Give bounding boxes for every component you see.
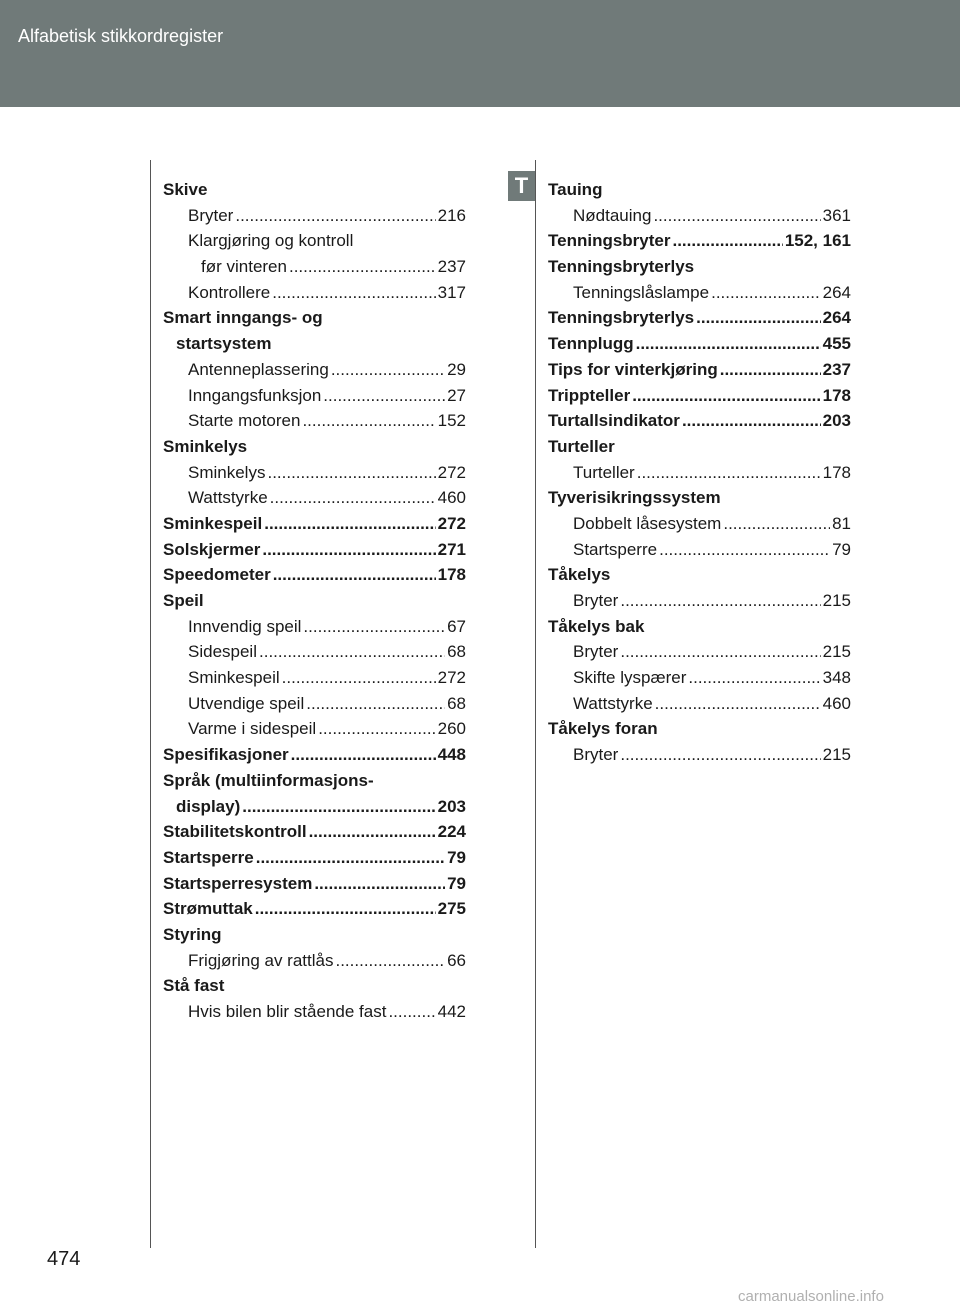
index-entry (548, 408, 851, 434)
entry-term: startsystem (176, 334, 272, 354)
dot-leader (306, 691, 445, 717)
entry-term: Sminkelys (163, 436, 248, 456)
entry-page-number: 237 (437, 257, 466, 277)
entry-term: Tenningsbryter (548, 231, 671, 251)
index-entry (163, 845, 466, 871)
entry-page-number: 215 (822, 642, 851, 662)
section-title: Alfabetisk stikkordregister (18, 26, 224, 46)
index-entry (163, 716, 466, 742)
dot-leader (655, 691, 821, 717)
entry-page-number: 460 (822, 693, 851, 713)
entry-term: Utvendige speil (188, 693, 305, 713)
entry-page-number: 27 (447, 385, 466, 405)
index-entry (163, 228, 466, 254)
entry-term: Starte motoren (188, 411, 301, 431)
dot-leader (682, 408, 821, 434)
dot-leader (289, 254, 436, 280)
entry-term: Klargjøring og kontroll (188, 231, 354, 251)
entry-term: Bryter (573, 642, 619, 662)
dot-leader (302, 408, 435, 434)
dot-leader (323, 383, 445, 409)
entry-term: Skifte lyspærer (573, 668, 687, 688)
entry-term: Dobbelt låsesystem (573, 513, 722, 533)
entry-term: Språk (multiinformasjons- (163, 770, 374, 790)
index-entry (163, 383, 466, 409)
entry-page-number: 178 (822, 385, 851, 405)
index-entry (548, 203, 851, 229)
index-entry (163, 768, 466, 794)
index-entry (548, 254, 851, 280)
entry-term: Tenningsbryterlys (548, 308, 695, 328)
entry-page-number: 264 (822, 308, 851, 328)
index-entry (548, 639, 851, 665)
dot-leader (255, 896, 436, 922)
index-entry (548, 716, 851, 742)
dot-leader (291, 742, 436, 768)
entry-term: Sminkespeil (163, 513, 263, 533)
index-entry (163, 614, 466, 640)
index-entry (163, 562, 466, 588)
dot-leader (711, 280, 821, 306)
entry-page-number: 272 (437, 668, 466, 688)
entry-page-number: 178 (437, 565, 466, 585)
dot-leader (720, 357, 821, 383)
entry-page-number: 260 (437, 719, 466, 739)
entry-page-number: 216 (437, 205, 466, 225)
entry-page-number: 317 (437, 282, 466, 302)
index-entry (548, 742, 851, 768)
index-entry (163, 408, 466, 434)
index-entry (548, 434, 851, 460)
index-entry (163, 305, 466, 331)
entry-page-number: 66 (447, 950, 466, 970)
index-entry (163, 537, 466, 563)
entry-term: Bryter (573, 745, 619, 765)
entry-page-number: 203 (437, 796, 466, 816)
watermark: carmanualsonline.info (738, 1288, 884, 1305)
dot-leader (632, 383, 820, 409)
index-entry (163, 742, 466, 768)
index-entry (548, 665, 851, 691)
index-entry (163, 973, 466, 999)
index-entry (548, 228, 851, 254)
index-entry (548, 383, 851, 409)
entry-page-number: 455 (822, 334, 851, 354)
entry-page-number: 361 (822, 205, 851, 225)
entry-page-number: 79 (832, 539, 851, 559)
dot-leader (259, 639, 445, 665)
entry-page-number: 348 (822, 668, 851, 688)
index-entry (163, 280, 466, 306)
dot-leader (723, 511, 830, 537)
dot-leader (314, 871, 445, 897)
entry-term: Antenneplassering (188, 359, 329, 379)
entry-page-number: 203 (822, 411, 851, 431)
dot-leader (335, 948, 445, 974)
entry-term: Speil (163, 591, 204, 610)
entry-page-number: 215 (822, 745, 851, 765)
index-entry (163, 794, 466, 820)
entry-term: Wattstyrke (188, 488, 268, 508)
entry-page-number: 272 (437, 513, 466, 533)
dot-leader (696, 305, 821, 331)
page-number: 474 (47, 1248, 81, 1270)
entry-page-number: 272 (437, 462, 466, 482)
entry-page-number: 29 (447, 359, 466, 379)
index-column-right (548, 177, 851, 768)
dot-leader (620, 639, 820, 665)
dot-leader (388, 999, 435, 1025)
index-entry (548, 691, 851, 717)
dot-leader (303, 614, 445, 640)
dot-leader (235, 203, 435, 229)
dot-leader (309, 819, 436, 845)
index-entry (548, 537, 851, 563)
entry-term: Trippteller (548, 385, 631, 405)
entry-term: Speedometer (163, 565, 271, 585)
entry-term: Startsperre (163, 847, 254, 867)
entry-page-number: 237 (822, 359, 851, 379)
entry-term: Styring (163, 924, 222, 944)
entry-page-number: 79 (447, 847, 466, 867)
index-entry (548, 460, 851, 486)
dot-leader (272, 280, 435, 306)
dot-leader (256, 845, 445, 871)
index-entry (548, 280, 851, 306)
left-column-rule (150, 160, 151, 1248)
index-entry (163, 948, 466, 974)
index-entry (163, 434, 466, 460)
entry-term: Sidespeil (188, 642, 257, 662)
entry-term: Stabilitetskontroll (163, 822, 307, 842)
dot-leader (282, 665, 436, 691)
index-entry (163, 896, 466, 922)
entry-term: Tyverisikringssystem (548, 488, 721, 508)
entry-term: Nødtauing (573, 205, 652, 225)
dot-leader (672, 228, 782, 254)
entry-term: Tips for vinterkjøring (548, 359, 718, 379)
index-entry (548, 588, 851, 614)
index-entry (548, 511, 851, 537)
entry-term: Tåkelys bak (548, 616, 645, 636)
index-column-left (163, 177, 466, 1025)
dot-leader (242, 794, 435, 820)
index-entry (163, 254, 466, 280)
entry-page-number: 275 (437, 899, 466, 919)
entry-page-number: 224 (437, 822, 466, 842)
dot-leader (620, 742, 820, 768)
entry-term: Sminkelys (188, 462, 266, 482)
index-entry (548, 485, 851, 511)
entry-term: Startsperre (573, 539, 658, 559)
index-entry (548, 614, 851, 640)
page-header (0, 0, 960, 107)
entry-term: før vinteren (201, 257, 287, 277)
index-entry (548, 177, 851, 203)
index-entry (548, 562, 851, 588)
entry-term: Turteller (548, 436, 615, 456)
entry-term: Tåkelys (548, 565, 611, 585)
entry-page-number: 442 (437, 1002, 466, 1021)
index-entry (163, 665, 466, 691)
dot-leader (637, 460, 821, 486)
index-entry (163, 999, 466, 1025)
entry-term: Wattstyrke (573, 693, 653, 713)
dot-leader (688, 665, 820, 691)
index-entry (163, 331, 466, 357)
entry-term: Tåkelys foran (548, 719, 658, 739)
entry-term: Tennplugg (548, 334, 634, 354)
entry-page-number: 264 (822, 282, 851, 302)
entry-term: Bryter (573, 591, 619, 610)
entry-page-number: 67 (447, 616, 466, 636)
index-entry (548, 331, 851, 357)
entry-term: Tauing (548, 180, 603, 199)
dot-leader (270, 485, 436, 511)
entry-term: Sminkespeil (188, 668, 280, 688)
entry-term: Varme i sidespeil (188, 719, 317, 739)
index-entry (163, 871, 466, 897)
entry-term: Inngangsfunksjon (188, 385, 322, 405)
index-entry (163, 819, 466, 845)
dot-leader (318, 716, 435, 742)
index-entry (163, 357, 466, 383)
index-entry (163, 485, 466, 511)
index-entry (163, 203, 466, 229)
entry-term: Smart inngangs- og (163, 308, 323, 328)
entry-page-number: 152 (437, 411, 466, 431)
entry-term: Startsperresystem (163, 873, 313, 893)
index-entry (163, 511, 466, 537)
dot-leader (267, 460, 435, 486)
dot-leader (262, 537, 435, 563)
entry-term: Bryter (188, 205, 234, 225)
index-entry (163, 460, 466, 486)
entry-term: Skive (163, 180, 208, 199)
index-entry (163, 639, 466, 665)
entry-term: Frigjøring av rattlås (188, 950, 334, 970)
entry-term: Innvendig speil (188, 616, 302, 636)
index-entry (163, 691, 466, 717)
entry-term: Stå fast (163, 976, 225, 996)
index-entry (163, 922, 466, 948)
index-entry (163, 177, 466, 203)
entry-page-number: 178 (822, 462, 851, 482)
entry-page-number: 79 (447, 873, 466, 893)
entry-page-number: 215 (822, 591, 851, 610)
letter-tab: T (508, 171, 535, 201)
index-entry (548, 305, 851, 331)
dot-leader (620, 588, 820, 614)
entry-term: Kontrollere (188, 282, 271, 302)
entry-page-number: 271 (437, 539, 466, 559)
index-entry (548, 357, 851, 383)
entry-term: Strømuttak (163, 899, 253, 919)
entry-page-number: 68 (447, 693, 466, 713)
entry-term: Hvis bilen blir stående fast (188, 1002, 387, 1021)
entry-page-number: 448 (437, 745, 466, 765)
dot-leader (264, 511, 435, 537)
dot-leader (636, 331, 821, 357)
entry-term: Tenningslåslampe (573, 282, 710, 302)
entry-term: Turtallsindikator (548, 411, 680, 431)
entry-term: Spesifikasjoner (163, 745, 289, 765)
entry-page-number: 460 (437, 488, 466, 508)
dot-leader (659, 537, 830, 563)
index-entry (163, 588, 466, 614)
entry-page-number: 152, 161 (784, 231, 851, 251)
dot-leader (653, 203, 820, 229)
entry-term: display) (176, 796, 241, 816)
dot-leader (331, 357, 445, 383)
entry-term: Solskjermer (163, 539, 261, 559)
entry-term: Turteller (573, 462, 635, 482)
entry-page-number: 81 (832, 513, 851, 533)
entry-page-number: 68 (447, 642, 466, 662)
entry-term: Tenningsbryterlys (548, 257, 695, 277)
dot-leader (273, 562, 436, 588)
middle-column-rule (535, 160, 536, 1248)
